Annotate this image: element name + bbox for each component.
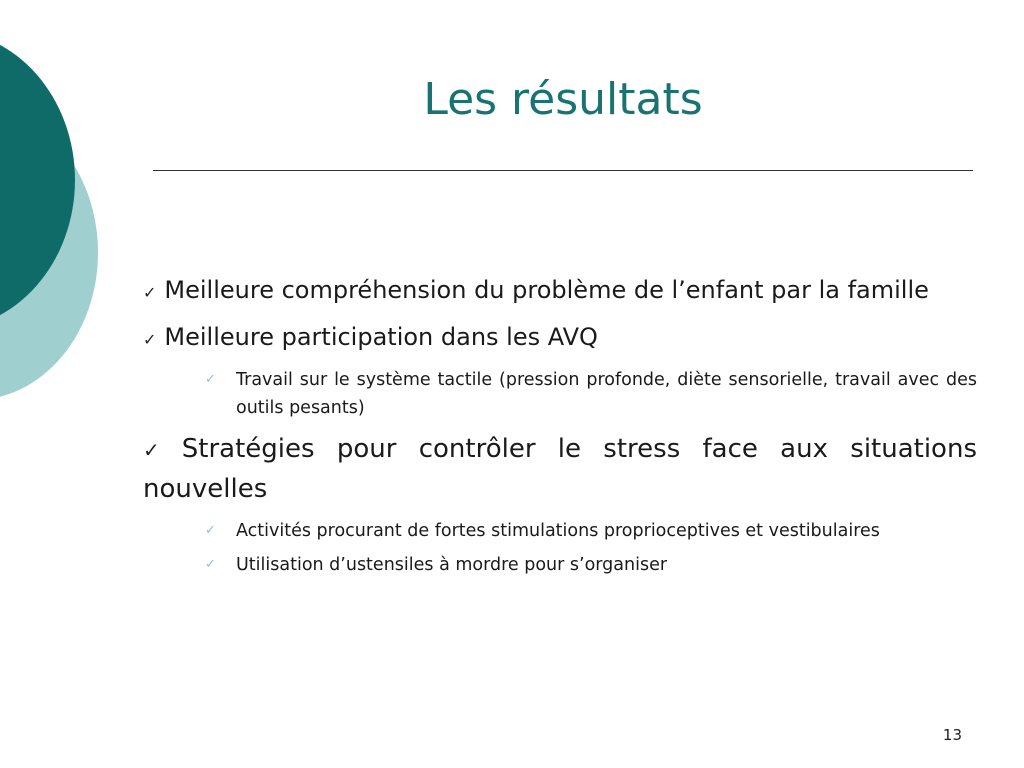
sub-bullet-item — [205, 551, 977, 579]
sub-bullet-text: Utilisation d’ustensiles à mordre pour s’organiser — [236, 555, 668, 575]
bullet-text: Meilleure compréhension du problème de l’enfant par la famille — [164, 276, 929, 304]
bullet-item — [143, 430, 977, 509]
page-number: 13 — [942, 726, 962, 744]
checkmark-icon: ✓ — [143, 438, 174, 462]
sub-bullet-text: Activités procurant de fortes stimulations proprioceptives et vestibulaires — [236, 521, 880, 541]
checkmark-icon: ✓ — [205, 372, 216, 387]
sub-bullet-item — [205, 366, 977, 422]
sub-bullet-text: Travail sur le système tactile (pression profonde, diète sensorielle, travail avec des outils pesants) — [236, 370, 977, 418]
bullet-text: Meilleure participation dans les AVQ — [164, 323, 598, 351]
slide-body — [143, 272, 977, 585]
bullet-text: Stratégies pour contrôler le stress face aux situations nouvelles — [143, 434, 977, 504]
slide-title: Les résultats — [423, 74, 703, 125]
title-divider — [153, 170, 973, 171]
checkmark-icon: ✓ — [205, 523, 216, 538]
checkmark-icon: ✓ — [143, 283, 157, 302]
bullet-item — [143, 272, 977, 311]
checkmark-icon: ✓ — [143, 330, 157, 349]
bullet-item — [143, 319, 977, 358]
sub-bullet-item — [205, 517, 977, 545]
checkmark-icon: ✓ — [205, 557, 216, 572]
